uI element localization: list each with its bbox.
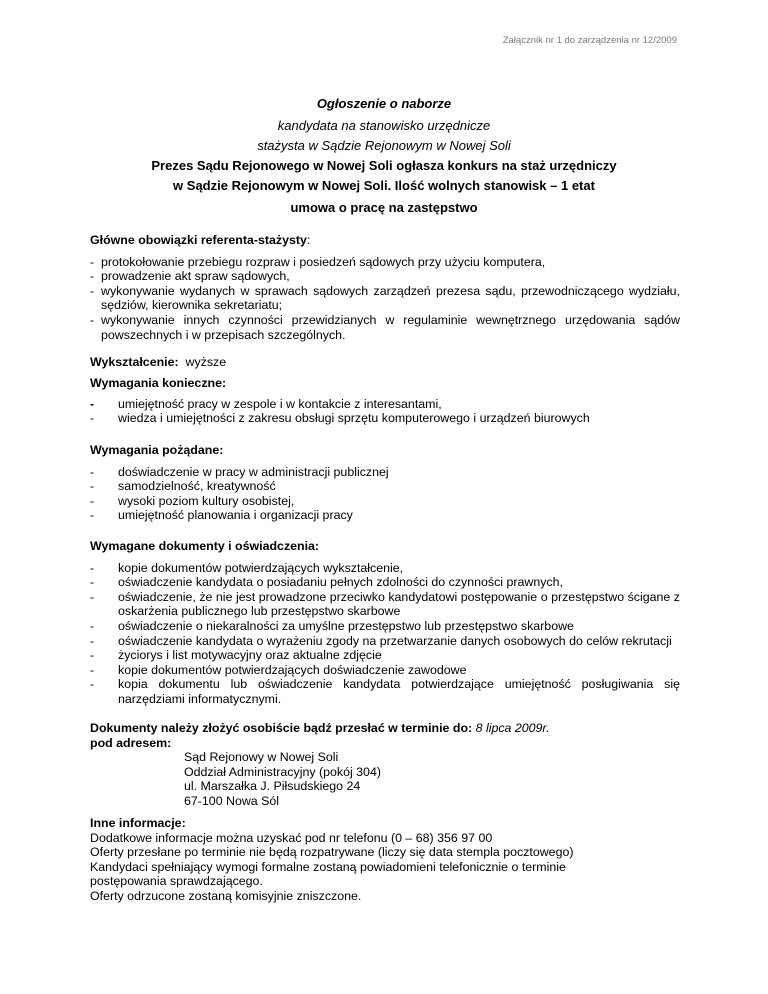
other-info-section: [90, 816, 680, 904]
duties-heading: Główne obowiązki referenta-stażysty: [90, 233, 307, 247]
list-item: - życiorys i list motywacyjny oraz aktualne zdjęcie: [90, 648, 680, 663]
address-line: Oddział Administracyjny (pokój 304): [184, 764, 381, 779]
address-block: [90, 750, 680, 808]
list-item: - umiejętność planowania i organizacji pracy: [90, 508, 680, 523]
other-info-line: Oferty odrzucone zostaną komisyjnie zniszczone.: [90, 888, 362, 903]
list-item: - oświadczenie o niekaralności za umyślne przestępstwo lub przestępstwo skarbowe: [90, 619, 680, 634]
list-item: - samodzielność, kreatywność: [90, 479, 680, 494]
list-item: - kopie dokumentów potwierdzających wykształcenie,: [90, 561, 680, 576]
submission-deadline: 8 lipca 2009r.: [475, 721, 550, 735]
list-item: - oświadczenie kandydata o wyrażeniu zgody na przetwarzanie danych osobowych do celów rekrutacji: [90, 634, 680, 649]
announcement-line-4: Prezes Sądu Rejonowego w Nowej Soli ogłasza konkurs na staż urzędniczy: [151, 158, 617, 173]
required-list: [90, 397, 680, 426]
required-heading: Wymagania konieczne:: [90, 376, 227, 390]
announcement-line-2: kandydata na stanowisko urzędnicze: [277, 118, 491, 133]
submission-line: [90, 721, 680, 736]
duties-section: [90, 233, 680, 342]
education-section: [90, 355, 680, 370]
attachment-note: Załącznik nr 1 do zarządzenia nr 12/2009: [502, 35, 677, 46]
list-item: - wiedza i umiejętności z zakresu obsługi sprzętu komputerowego i urządzeń biurowych: [90, 411, 680, 426]
desired-section: [90, 443, 680, 523]
list-item: - wysoki poziom kultury osobistej,: [90, 494, 680, 509]
documents-list: [90, 561, 680, 707]
list-item: - prowadzenie akt spraw sądowych,: [90, 269, 680, 284]
list-item: - wykonywanie innych czynności przewidzianych w regulaminie wewnętrznego urzędowania sądów powszechnych i w przepisach szczególnych.: [90, 313, 680, 342]
duties-list: [90, 255, 680, 343]
list-item: - wykonywanie wydanych w sprawach sądowych zarządzeń prezesa sądu, przewodniczącego wydziału, sędziów, kierownika sekretariatu;: [90, 284, 680, 313]
other-info-line: Oferty przesłane po terminie nie będą rozpatrywane (liczy się data stempla pocztowego): [90, 845, 574, 860]
list-item: - kopie dokumentów potwierdzających doświadczenie zawodowe: [90, 663, 680, 678]
list-item: - oświadczenie kandydata o posiadaniu pełnych zdolności do czynności prawnych,: [90, 575, 680, 590]
list-item: - protokołowanie przebiegu rozpraw i posiedzeń sądowych przy użyciu komputera,: [90, 255, 680, 270]
education-value: wyższe: [185, 355, 227, 369]
announcement-line-5: w Sądzie Rejonowym w Nowej Soli. Ilość wolnych stanowisk – 1 etat: [173, 178, 595, 193]
other-info-heading: Inne informacje:: [90, 816, 186, 830]
documents-heading: Wymagane dokumenty i oświadczenia:: [90, 539, 320, 553]
list-item: - umiejętność pracy w zespole i w kontakcie z interesantami,: [90, 397, 680, 412]
other-info-line: Kandydaci spełniający wymogi formalne zostaną powiadomieni telefonicznie o terminie: [90, 859, 566, 874]
list-item: - doświadczenie w pracy w administracji publicznej: [90, 465, 680, 480]
announcement-line-3: stażysta w Sądzie Rejonowym w Nowej Soli: [257, 138, 511, 153]
duties-heading-row: [90, 233, 680, 248]
documents-section: [90, 539, 680, 707]
other-info-line: Dodatkowe informacje można uzyskać pod nr telefonu (0 – 68) 356 97 00: [90, 830, 493, 845]
address-line: ul. Marszałka J. Piłsudskiego 24: [184, 779, 361, 794]
list-item: - oświadczenie, że nie jest prowadzone przeciwko kandydatowi postępowanie o przestępstwo ścigane z oskarżenia publicznego lub przestępstwo skarbowe: [90, 590, 680, 619]
address-line: Sąd Rejonowy w Nowej Soli: [184, 750, 339, 765]
submission-section: [90, 721, 680, 809]
duties-heading-colon: :: [306, 233, 311, 247]
required-section: [90, 376, 680, 426]
desired-list: [90, 465, 680, 523]
list-item: - kopia dokumentu lub oświadczenie kandydata potwierdzające umiejętność posługiwania się narzędziami informatycznymi.: [90, 677, 680, 706]
submission-text: Dokumenty należy złożyć osobiście bądź przesłać w terminie do:: [90, 721, 473, 735]
desired-heading: Wymagania pożądane:: [90, 443, 224, 457]
announcement-line-6: umowa o pracę na zastępstwo: [290, 200, 478, 215]
address-label: pod adresem:: [90, 735, 172, 750]
education-label: Wykształcenie:: [90, 355, 179, 369]
announcement-title: Ogłoszenie o naborze: [316, 96, 452, 111]
other-info-line: postępowania sprawdzającego.: [90, 874, 263, 889]
announcement-header: [90, 92, 678, 220]
address-line: 67-100 Nowa Sól: [184, 793, 280, 808]
